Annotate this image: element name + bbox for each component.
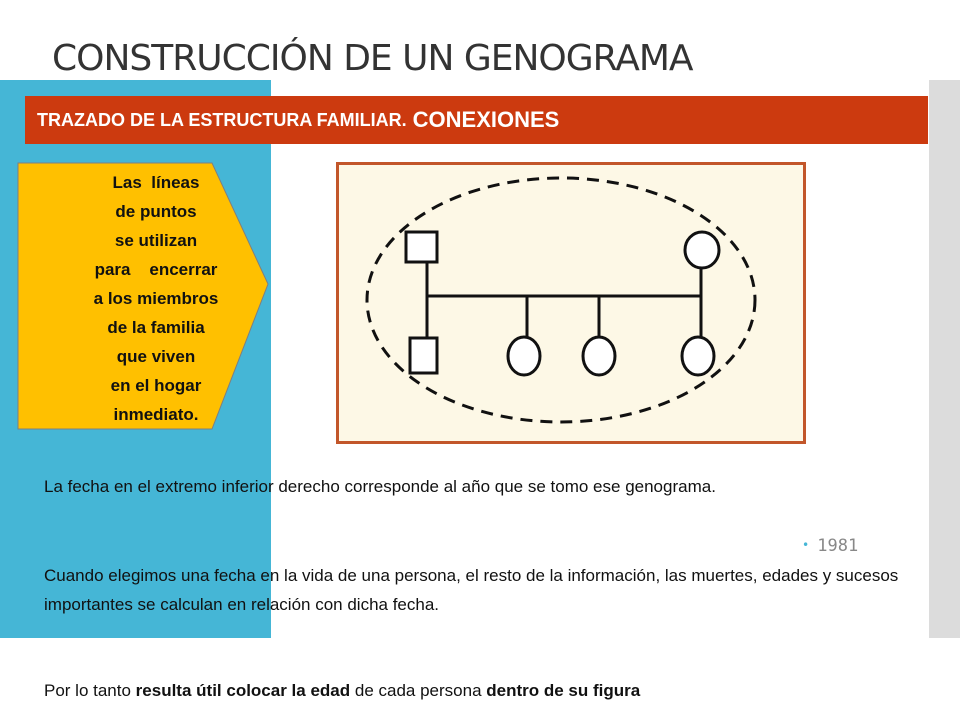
- callout-arrow-box: [17, 162, 269, 430]
- genogram-date: 1981: [817, 536, 859, 556]
- callout-line: en el hogar: [110, 376, 202, 395]
- female-symbol-child: [583, 337, 615, 375]
- callout-line: a los miembros: [93, 289, 219, 308]
- banner-accent-text: CONEXIONES: [412, 107, 560, 132]
- paragraph-date-meaning: La fecha en el extremo inferior derecho corresponde al año que se tomo ese genograma.: [44, 477, 716, 496]
- callout-line: de la familia: [107, 318, 205, 337]
- callout-line: inmediato.: [113, 405, 199, 424]
- female-symbol-mother: [685, 232, 719, 268]
- callout-line: Las líneas: [112, 173, 200, 192]
- diagram-frame: [338, 164, 805, 443]
- callout-line: se utilizan: [114, 231, 198, 250]
- male-symbol-father: [406, 232, 437, 262]
- paragraph-age-placement: [44, 676, 924, 705]
- bullet-icon: •: [802, 538, 810, 552]
- genogram-diagram: [336, 162, 806, 444]
- callout-line: de puntos: [115, 202, 197, 221]
- background-gray-strip: [929, 80, 960, 638]
- male-symbol-child: [410, 338, 437, 373]
- paragraph-date-reference: Cuando elegimos una fecha en la vida de una persona, el resto de la información, las muertes, edades y sucesos importantes se calculan en relación con dicha fecha.: [44, 566, 899, 614]
- date-bullet-item: [802, 536, 858, 556]
- emphasis-text: resulta útil colocar la edad: [135, 681, 351, 700]
- section-banner: [25, 96, 928, 144]
- female-symbol-child: [508, 337, 540, 375]
- emphasis-text: dentro de su figura: [486, 681, 641, 700]
- female-symbol-child: [682, 337, 714, 375]
- callout-text: [17, 168, 295, 429]
- paragraph-text: Por lo tanto: [44, 681, 136, 700]
- callout-line: que viven: [116, 347, 196, 366]
- paragraph-text: de cada persona: [350, 681, 487, 700]
- slide-title: CONSTRUCCIÓN DE UN GENOGRAMA: [52, 38, 693, 79]
- banner-main-text: TRAZADO DE LA ESTRUCTURA FAMILIAR.: [37, 109, 407, 130]
- callout-line: para encerrar: [94, 260, 218, 279]
